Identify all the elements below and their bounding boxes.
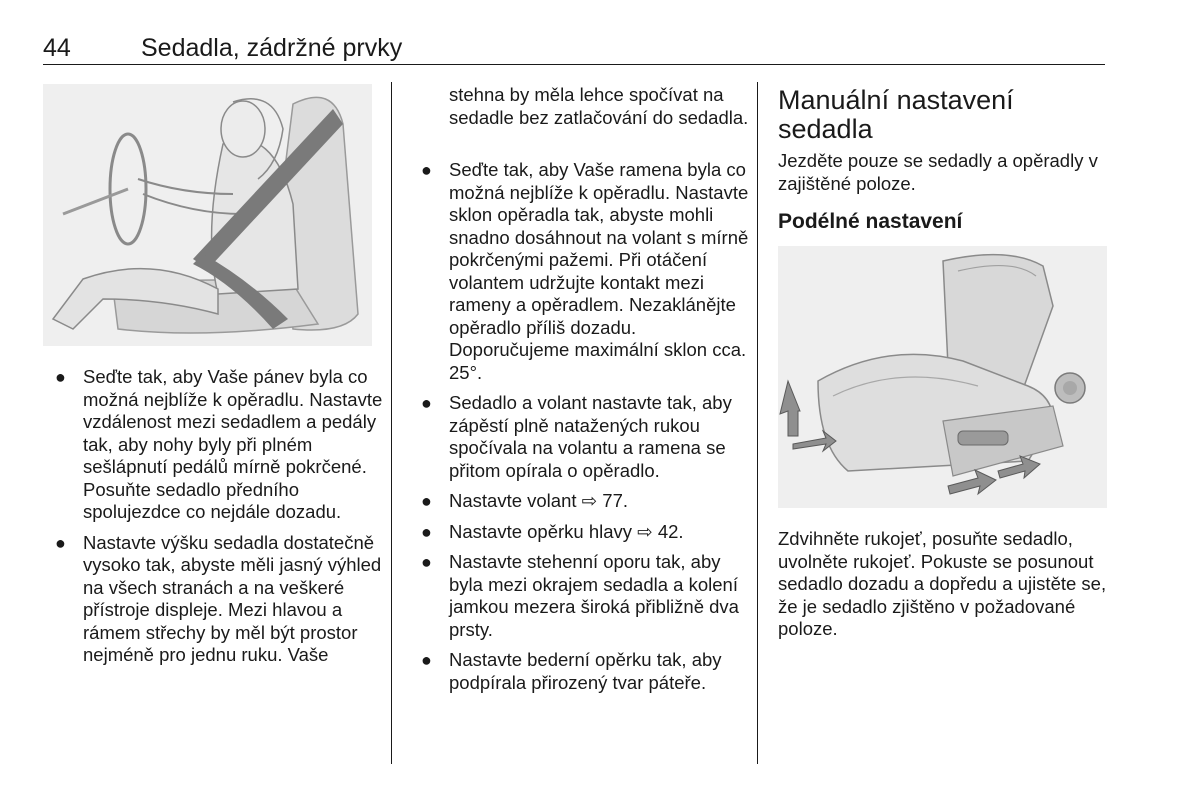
column-divider-2 [757, 82, 758, 764]
list-item [409, 392, 749, 482]
bullet-icon: ● [421, 491, 432, 511]
list-item [43, 366, 383, 524]
bullet-icon: ● [421, 160, 432, 180]
bullet-text: Nastavte stehenní oporu tak, aby byla mezi okrajem sedadla a kolení jamkou mezera široká přibližně dva prsty. [449, 551, 739, 640]
bullet-icon: ● [421, 393, 432, 413]
list-item [409, 159, 749, 384]
driver-seating-position-icon [43, 84, 372, 346]
subsection-title: Podélné nastavení [778, 210, 963, 233]
bullet-text: Nastavte volant ⇨ 77. [449, 490, 629, 511]
bullet-text: Nastavte opěrku hlavy ⇨ 42. [449, 520, 684, 542]
bullet-icon: ● [55, 532, 66, 553]
seat-adjustment-figure [778, 246, 1107, 508]
col1-bullet-list [43, 366, 383, 675]
bullet-text: Seďte tak, aby Vaše ramena byla co možná nejblíže k opěradlu. Nastavte sklon opěradla tak, abyste mohli snadno dosáhnout na volant s mírně pokrčenými pažemi. Při otáčení volantem udržujte kontakt mezi rameny a opěradlem. Nezaklánějte opěradlo příliš dozadu. Doporučujeme maximální sklon cca. 25°. [449, 159, 749, 383]
column-divider-1 [391, 82, 392, 764]
list-item [409, 649, 749, 694]
running-title: Sedadla, zádržné prvky [141, 34, 403, 62]
col2-bullet-list [409, 159, 749, 702]
section-title: Manuální nastavení sedadla [778, 85, 1014, 144]
body-text: Zdvihněte rukojeť, posuňte sedadlo, uvolněte rukojeť. Pokuste se posunout sedadlo dozadu a dopředu a ujistěte se, že je sedadlo zjištěno v požadované poloze. [778, 528, 1107, 639]
page-number: 44 [43, 34, 71, 62]
driver-seating-figure [43, 84, 372, 346]
list-item [43, 532, 383, 667]
header-rule [43, 64, 1105, 65]
continuation-text: stehna by měla lehce spočívat na sedadle bez zatlačování do sedadla. [449, 84, 749, 128]
seat-longitudinal-adjustment-icon [778, 246, 1107, 508]
bullet-icon: ● [55, 367, 66, 387]
page-header [43, 30, 1105, 66]
intro-text: Jezděte pouze se sedadly a opěradly v zajištěné poloze. [778, 150, 1098, 194]
list-item [409, 521, 749, 544]
bullet-icon: ● [421, 650, 432, 670]
bullet-icon: ● [421, 521, 432, 542]
list-item [409, 551, 749, 641]
bullet-icon: ● [421, 552, 432, 572]
list-item [409, 490, 749, 513]
bullet-text: Seďte tak, aby Vaše pánev byla co možná nejblíže k opěradlu. Nastavte vzdálenost mezi sedadlem a pedály tak, aby nohy byly při plném sešlápnutí pedálů mírně pokrčené. Posuňte sedadlo předního spolujezdce co nejdále dozadu. [83, 366, 383, 522]
bullet-text: Nastavte výšku sedadla dostatečně vysoko tak, abyste měli jasný výhled na všech stranách a na veškeré přístroje displeje. Mezi hlavou a rámem střechy by měl být prostor nejméně pro jednu ruku. Vaše [83, 531, 382, 665]
bullet-text: Nastavte bederní opěrku tak, aby podpírala přirozený tvar páteře. [449, 649, 722, 693]
bullet-text: Sedadlo a volant nastavte tak, aby zápěstí plně natažených rukou spočívala na volantu a ramena se přitom opírala o opěradlo. [449, 392, 732, 481]
